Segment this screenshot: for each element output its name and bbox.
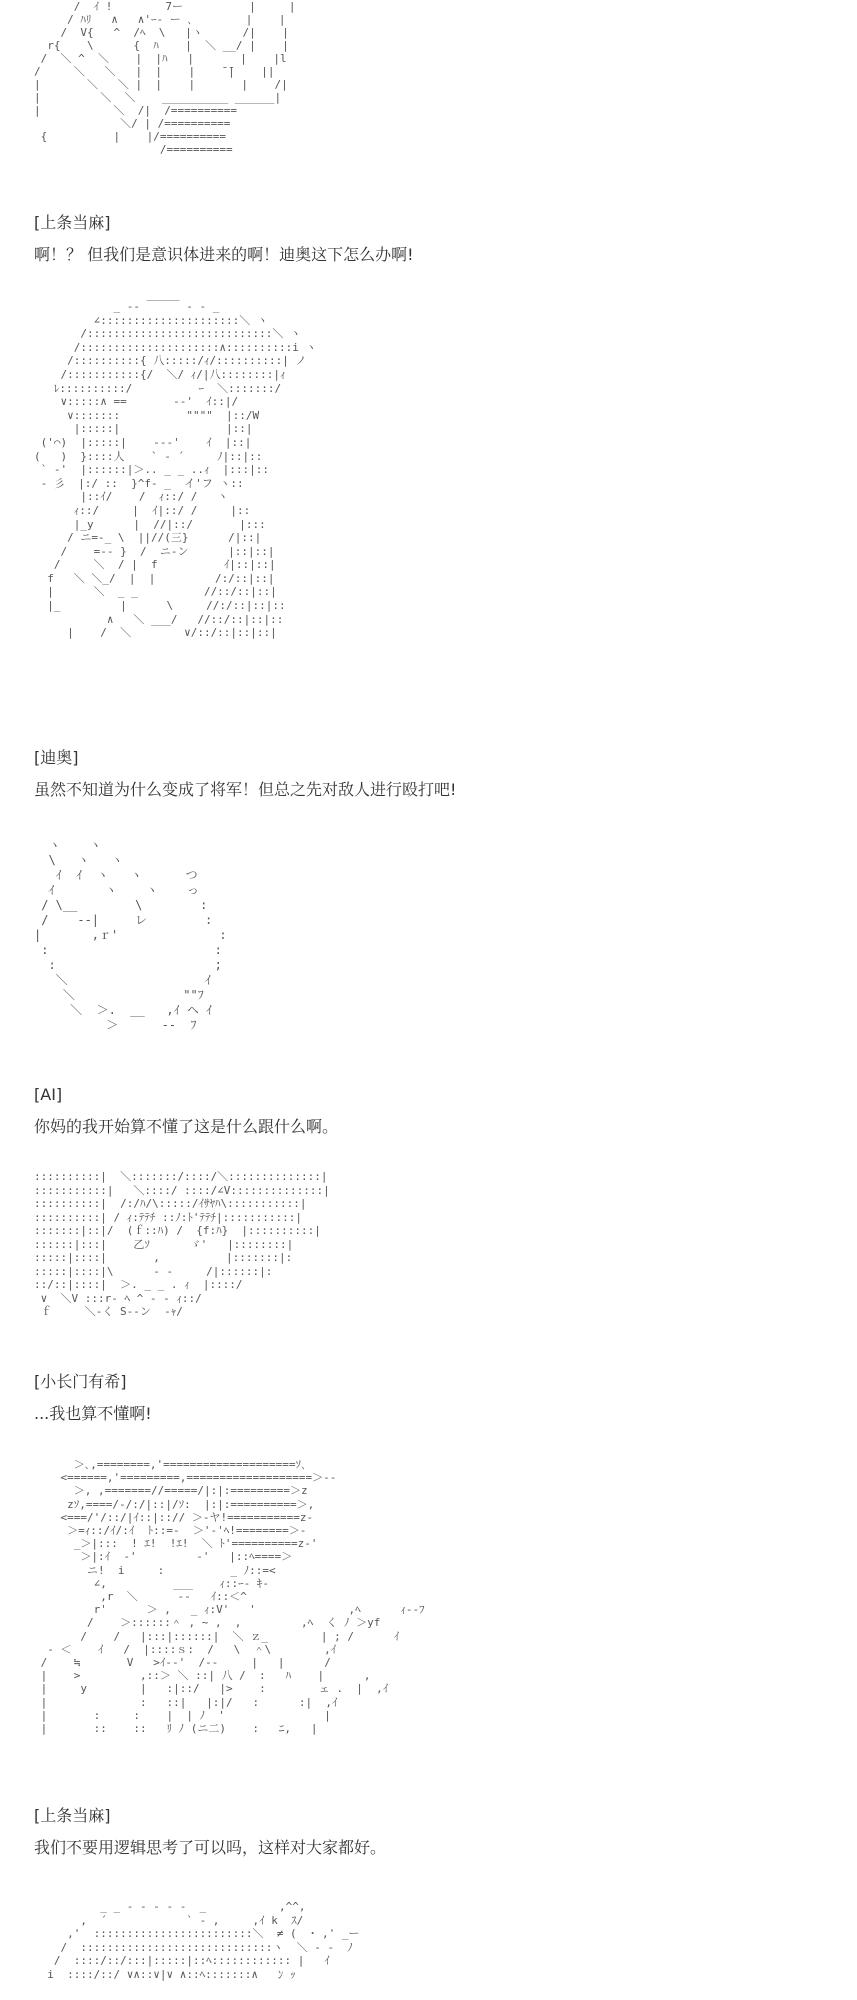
- ascii-art-dio: _ -‐ ￣￣￣ ‐ - _ ∠:::::::::::::::::::::＼ ヽ /::::::::::::::::::::::::::::＼ ヽ /:::::::::::::::::::::∧::::::::::i ヽ /::::::::::{ 八:::::/ｨ/::::::::::| ノ /:::::::::::{/ ＼/ ｨ/|八::::::::|ｨ ﾚ::::::::::/ ｰ ＼:::::::/ ∨:::::∧ == -‐' ｲ::|/ ∨::::::: """" |::/W |:::::| |::| ('⌒) |:::::| ‐‐‐' ｲ |::| ( ) }::::人 ` ‐ ´ ﾉ|::|:: ` ‐' |::::::|＞.. _ _ ..ｨ |:::|:: ‐ 彡 |:/ :: }^f- _ イ'フ ヽ:: |::ｲ/ / ｨ::/ / ヽ ｨ::/ | ｲ|::/ / |:: |_y | //|::/ |::: / ニ=-_ \ ||//(三} /|::| / =-‐ } / ニ-ン |::|::| / ＼ / | f ｲ|::|::| f ＼ ＼_/ | | /:/::|::| | ＼ _ _ //::/::|::| |_ | \ //:/::|::|:: ∧ ＼ ___/ //::/::|::|:: | / ＼ ∨/::/::|::|::|: [34, 300, 317, 640]
- ascii-art-kamijou-1: / ｲ ! 7ー | | / ﾊﾘ ∧ ∧'ｰ- ー ､ | | / V{ ^ /ﾍ \ |ヽ /| | r{ \ { ﾊ | ＼ __/ | | / ＼ ^ ＼ | |ﾊ | | |l / ＼ ＼ | | | ̄ ̄| || | ＼ ＼ | | | | /| | ＼ ＼ __________ ______| | ＼ /| /========== ＼/ | /========== { | |/========== /==========: [34, 0, 296, 156]
- dialogue-line: 我们不要用逻辑思考了可以吗，这样对大家都好。: [34, 1838, 387, 1857]
- ascii-art-bottom: _ _ ‐ ‐ ‐ ‐ ‐ _ ,^^, , ´ ` ‐ , ,ｲ k ｽ/ ,' ::::::::::::::::::::::::＼ ≠ ( ･ ,' _ー / :::::::::::::::::::::::::::::ヽ ＼ ‐ ‐ ﾉ / ::::/::/:::|:::::|::ﾍ:::::::::::: | ｲ i ::::/::/ ∨∧::∨|∨ ∧::ﾍ:::::::∧ ﾝ ｯ: [47, 1900, 360, 1981]
- speaker-label: [上条当麻]: [34, 1806, 111, 1825]
- speaker-label: [上条当麻]: [34, 213, 111, 232]
- speaker-label: [AI]: [34, 1085, 63, 1104]
- ascii-art-nagato: ::::::::::| ＼:::::::/::::/＼::::::::::::::| :::::::::::| ＼::::/ ::::/∠V::::::::::::::| ::::::::::| /:/ﾊ/\:::::/ｲｻﾔﾊ\:::::::::::| ::::::::::| / ｨ:ﾃﾃﾁ ::ﾉ:ﾄ'ﾃﾃﾁ|:::::::::::| :::::::|::|/ (ｆ::ﾊ) / {f:ﾊ} |::::::::::| ::::::|:::| 乙ｿ ゞ' |::::::::| :::::|::::| , |:::::::|: :::::|::::|\ ‐ ‐ /|::::::|: ::/::|::::| ＞. _ _ . ｨ |::::/ ∨ ＼V :::r- ﾍ ^ - ‐ ｨ::/ ｆ ＼‐く S-‐ン ‐ｬ/: [34, 1170, 330, 1318]
- ascii-art-kamijou-2: ＞､,========,'====================ｿ､ <======,'=========,===================＞‐‐ ＞, ,=======//=====/|:|:=========＞z zｿ,====/‐/:/|::|/ｿ: |:|:==========＞, <===/'/::/|ｲ::|::// ＞‐ヤ!===========z‐ ＞=ｨ::/ｲ/:ｲ ﾄ::=- ＞'‐'ﾍ!========＞‐ _＞|::: ! ｴ! !ｴ! ＼ ﾄ'==========z‐' ＞|:ｲ ‐' ‐' |::ﾍ====＞ ニ! i : _ ﾉ::=< ∠, ___ ｨ::ｰ‐ ｷ‐ ,r ＼ ‐‐ ｲ::＜^ r' ＞ , _ ｨ:V' ' ,ﾍ ｨ--ﾌ / ＞::::::＾ , ~ , , ,ﾍ く ﾉ ＞yf / / |:::|::::::| ＼ ｚ_ | ; / ｲ ‐ ＜ ｲ / |::::ｓ: / \ ＾\ ,ｲ / ≒ V >ｲ--' /-‐ | | / | > ,::＞ ＼ ::| 八 / : ﾊ | , | y | :|::/ |> : ェ . | ,ｲ | : ::| |:|/ : :| ,ｲ | : : | | ﾉ ' | | :: :: ﾘ ﾉ (ニ二) : ﾆ, |: [40, 1458, 425, 1736]
- ascii-art-ai: ヽ ヽ \ ヽ ヽ ｲ ｲ ヽ ヽ つ ｲ ヽ ヽ っ / \__ \ : / ‐‐| レ : | ,ｒ' : : : : ; ＼ ｲ ＼ ""ﾌ ＼ ＞. __ ,ｲ ヘ ｲ ＞ ‐‐ ﾌ: [34, 838, 227, 1032]
- speaker-label: [小长门有希]: [34, 1372, 127, 1391]
- speaker-label: [迪奥]: [34, 748, 79, 767]
- dialogue-line: ...我也算不懂啊!: [34, 1404, 152, 1423]
- dialogue-line: 你妈的我开始算不懂了这是什么跟什么啊。: [34, 1117, 339, 1136]
- dialogue-line: 啊！？ 但我们是意识体进来的啊！迪奥这下怎么办啊!: [34, 245, 414, 264]
- dialogue-line: 虽然不知道为什么变成了将军！但总之先对敌人进行殴打吧!: [34, 780, 457, 799]
